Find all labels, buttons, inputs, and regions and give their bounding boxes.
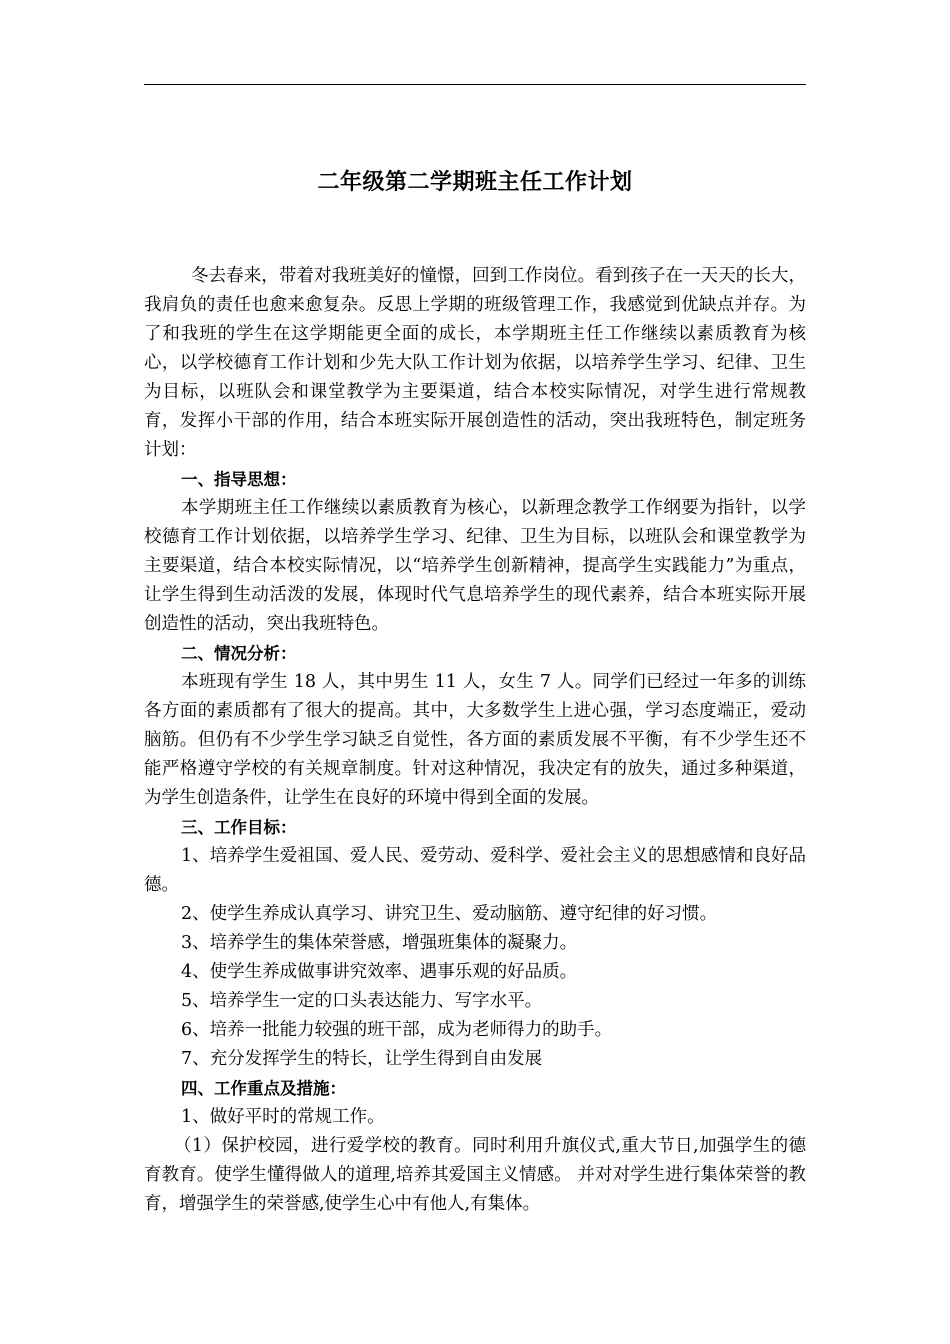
section-text-guiding-ideology: 本学期班主任工作继续以素质教育为核心，以新理念教学工作纲要为指针，以学校德育工作计划依据，以培养学生学习、纪律、卫生为目标，以班队会和课堂教学为主要渠道，结合本校实际情况，以“培养学生创新精神，提高学生实践能力”为重点，让学生得到生动活泼的发展，体现时代气息培养学生的现代素养，结合本班实际开展创造性的活动，突出我班特色。: [144, 498, 806, 634]
measure-sub-item: （1）保护校园，进行爱学校的教育。同时利用升旗仪式,重大节日,加强学生的德育教育。使学生懂得做人的道理,培养其爱国主义情感。 并对对学生进行集体荣誉的教育，增强学生的荣誉感,使学生心中有他人,有集体。: [144, 1136, 806, 1214]
goal-item: 4、使学生养成做事讲究效率、遇事乐观的好品质。: [181, 962, 578, 982]
document-title: 二年级第二学期班主任工作计划: [317, 170, 633, 195]
intro-paragraph: 冬去春来，带着对我班美好的憧憬，回到工作岗位。看到孩子在一天天的长大，我肩负的责任也愈来愈复杂。反思上学期的班级管理工作，我感觉到优缺点并存。为了和我班的学生在这学期能更全面的成长，本学期班主任工作继续以素质教育为核心，以学校德育工作计划和少先大队工作计划为依据，以培养学生学习、纪律、卫生为目标，以班队会和课堂教学为主要渠道，结合本校实际情况，对学生进行常规教育，发挥小干部的作用，结合本班实际开展创造性的活动，突出我班特色，制定班务计划：: [144, 266, 806, 460]
measure-item: 1、做好平时的常规工作。: [181, 1107, 385, 1127]
goal-item: 2、使学生养成认真学习、讲究卫生、爱动脑筋、遵守纪律的好习惯。: [181, 904, 718, 924]
section-heading-key-measures: 四、工作重点及措施：: [181, 1079, 346, 1098]
goal-item: 7、充分发挥学生的特长，让学生得到自由发展: [181, 1049, 543, 1069]
goal-item: 5、培养学生一定的口头表达能力、写字水平。: [181, 991, 543, 1011]
header-rule: [144, 84, 806, 85]
goal-item: 6、培养一批能力较强的班干部，成为老师得力的助手。: [181, 1020, 613, 1040]
section-heading-work-goals: 三、工作目标：: [181, 818, 297, 837]
section-heading-guiding-ideology: 一、指导思想：: [181, 470, 297, 489]
section-text-situation-analysis: 本班现有学生 18 人，其中男生 11 人，女生 7 人。同学们已经过一年多的训练各方面的素质都有了很大的提高。其中，大多数学生上进心强，学习态度端正，爱动脑筋。但仍有不少学生学习缺乏自觉性，各方面的素质发展不平衡，有不少学生还不能严格遵守学校的有关规章制度。针对这种情况，我决定有的放失，通过多种渠道，为学生创造条件，让学生在良好的环境中得到全面的发展。: [144, 672, 806, 808]
section-heading-situation-analysis: 二、情况分析：: [181, 644, 297, 663]
document-body: [144, 262, 806, 1219]
goal-item: 3、培养学生的集体荣誉感，增强班集体的凝聚力。: [181, 933, 578, 953]
goal-item: 1、培养学生爱祖国、爱人民、爱劳动、爱科学、爱社会主义的思想感情和良好品德。: [144, 846, 806, 895]
